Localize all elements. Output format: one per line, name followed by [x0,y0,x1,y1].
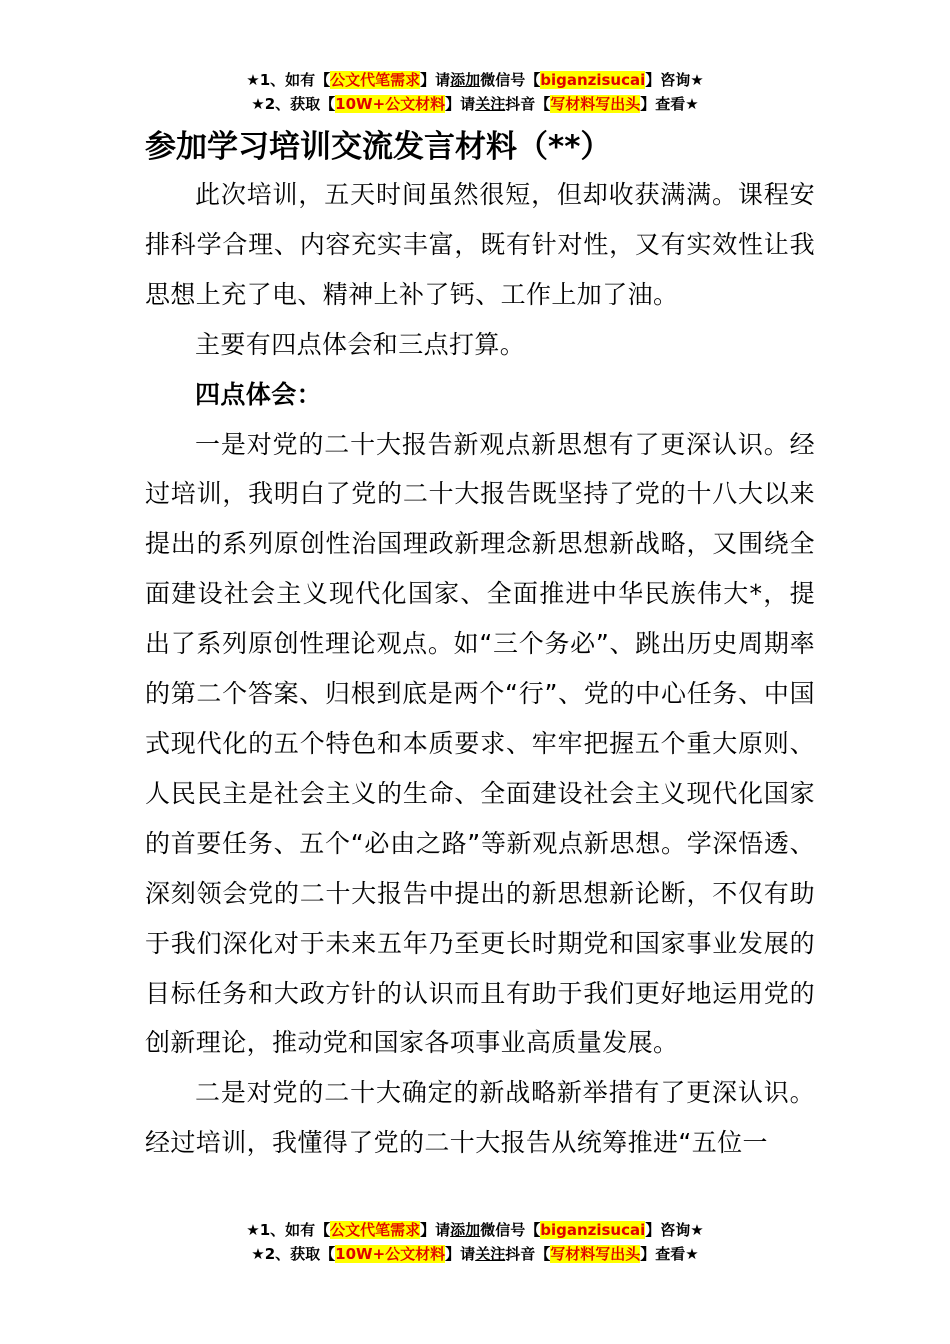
promo-highlight: 公文代笔需求 [330,1221,421,1239]
promo-highlight: 公文代笔需求 [330,71,421,89]
promo-text: 】咨询 [645,71,691,89]
promo-line-2 [0,1242,950,1266]
promo-line-1 [0,68,950,92]
promo-text: 抖音【 [505,1245,551,1263]
promo-underlined: 关注 [475,1245,506,1263]
promo-highlight: 写材料写出头 [550,1245,641,1263]
promo-text: 】查看 [640,95,686,113]
promo-highlight: 写材料写出头 [550,95,641,113]
promo-text: 2、获取【 [264,95,336,113]
paragraph-point-1: 一是对党的二十大报告新观点新思想有了更深认识。经过培训，我明白了党的二十大报告既坚持了党的十八大以来提出的系列原创性治国理政新理念新思想新战略，又围绕全面建设社会主义现代化国家、全面推进中华民族伟大*，提出了系列原创性理论观点。如“三个务必”、跳出历史周期率的第二个答案、归根到底是两个“行”、党的中心任务、中国式现代化的五个特色和本质要求、牢牢把握五个重大原则、人民民主是社会主义的生命、全面建设社会主义现代化国家的首要任务、五个“必由之路”等新观点新思想。学深悟透、深刻领会党的二十大报告中提出的新思想新论断，不仅有助于我们深化对于未来五年乃至更长时期党和国家事业发展的目标任务和大政方针的认识而且有助于我们更好地运用党的创新理论，推动党和国家各项事业高质量发展。 [145,429,815,1058]
paragraph-intro: 此次培训，五天时间虽然很短，但却收获满满。课程安排科学合理、内容充实丰富，既有针对性，又有实效性让我思想上充了电、精神上补了钙、工作上加了油。 [145,180,815,309]
promo-text: 】咨询 [645,1221,691,1239]
promo-text: 微信号【 [480,1221,541,1239]
star-icon: ★ [246,1221,260,1239]
promo-wechat-id: biganzisucai [540,1221,646,1239]
promo-text: 】请 [445,1245,476,1263]
section-heading: 四点体会： [195,379,323,409]
promo-line-2 [0,92,950,116]
paragraph-point-2: 二是对党的二十大确定的新战略新举措有了更深认识。经过培训，我懂得了党的二十大报告从统筹推进“五位一 [145,1078,815,1158]
promo-text: 】请 [420,71,451,89]
promo-text: 微信号【 [480,71,541,89]
promo-text: 2、获取【 [264,1245,336,1263]
promo-text: 1、如有【 [259,71,331,89]
promo-line-1 [0,1218,950,1242]
promo-highlight: 10W+公文材料 [335,95,446,113]
promo-text: 】请 [445,95,476,113]
promo-header [0,68,950,116]
star-icon: ★ [690,71,704,89]
promo-highlight: 10W+公文材料 [335,1245,446,1263]
star-icon: ★ [685,1245,699,1263]
star-icon: ★ [685,95,699,113]
document-body [145,170,815,1168]
document-title: 参加学习培训交流发言材料（**） [145,129,612,165]
promo-underlined: 添加 [450,1221,481,1239]
star-icon: ★ [251,95,265,113]
promo-wechat-id: biganzisucai [540,71,646,89]
star-icon: ★ [251,1245,265,1263]
promo-text: 抖音【 [505,95,551,113]
paragraph-summary: 主要有四点体会和三点打算。 [195,329,526,359]
promo-underlined: 添加 [450,71,481,89]
star-icon: ★ [690,1221,704,1239]
promo-text: 】请 [420,1221,451,1239]
star-icon: ★ [246,71,260,89]
promo-text: 】查看 [640,1245,686,1263]
promo-footer [0,1218,950,1266]
promo-underlined: 关注 [475,95,506,113]
promo-text: 1、如有【 [259,1221,331,1239]
